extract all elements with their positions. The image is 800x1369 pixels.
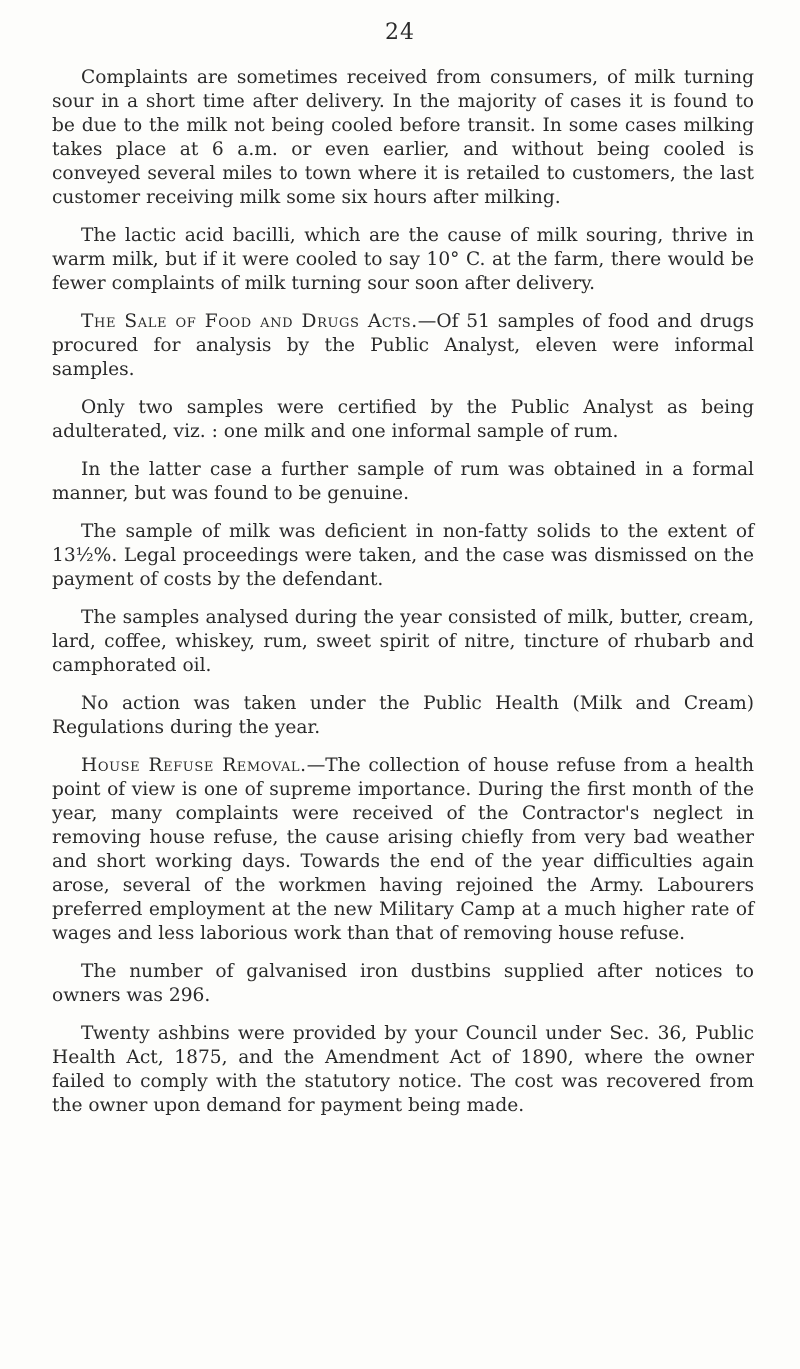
section-heading-house-refuse: House Refuse Removal.	[81, 755, 307, 776]
body-text	[52, 66, 754, 1132]
paragraph-food-drugs-acts: The Sale of Food and Drugs Acts.—Of 51 samples of food and drugs procured for analysis by the Public Analyst, eleven were informal samples.	[52, 311, 754, 380]
section-heading-food-drugs: The Sale of Food and Drugs Acts.	[81, 311, 418, 332]
paragraph-adulterated-samples: Only two samples were certified by the Public Analyst as being adulterated, viz. : one milk and one informal sample of rum.	[52, 397, 754, 442]
paragraph-ashbins: Twenty ashbins were provided by your Council under Sec. 36, Public Health Act, 1875, and the Amendment Act of 1890, where the owner failed to comply with the statutory notice. The cost was recovered from the owner upon demand for payment being made.	[52, 1023, 754, 1116]
paragraph-house-refuse: House Refuse Removal.—The collection of house refuse from a health point of view is one of supreme importance. During the first month of the year, many complaints were received of the Contractor's neglect in removing house refuse, the cause arising chiefly from very bad weather and short working days. Towards the end of the year difficulties again arose, several of the workmen having rejoined the Army. Labourers preferred employment at the new Military Camp at a much higher rate of wages and less laborious work than that of removing house refuse.	[52, 755, 754, 944]
paragraph-dustbins: The number of galvanised iron dustbins supplied after notices to owners was 296.	[52, 961, 754, 1006]
paragraph-rum-sample: In the latter case a further sample of rum was obtained in a formal manner, but was found to be genuine.	[52, 459, 754, 504]
paragraph-milk-cream-regulations: No action was taken under the Public Health (Milk and Cream) Regulations during the year.	[52, 693, 754, 738]
paragraph-samples-analysed: The samples analysed during the year consisted of milk, butter, cream, lard, coffee, whiskey, rum, sweet spirit of nitre, tincture of rhubarb and camphorated oil.	[52, 607, 754, 676]
paragraph-milk-complaints: Complaints are sometimes received from consumers, of milk turning sour in a short time after delivery. In the majority of cases it is found to be due to the milk not being cooled before transit. In some cases milking takes place at 6 a.m. or even earlier, and without being cooled is conveyed several miles to town where it is retailed to customers, the last customer receiving milk some six hours after milking.	[52, 67, 754, 208]
paragraph-lactic-acid: The lactic acid bacilli, which are the cause of milk souring, thrive in warm milk, but if it were cooled to say 10° C. at the farm, there would be fewer complaints of milk turning sour soon after delivery.	[52, 225, 754, 294]
page-number: 24	[385, 20, 415, 45]
paragraph-milk-deficiency: The sample of milk was deficient in non-fatty solids to the extent of 13½%. Legal proceedings were taken, and the case was dismissed on the payment of costs by the defendant.	[52, 521, 754, 590]
